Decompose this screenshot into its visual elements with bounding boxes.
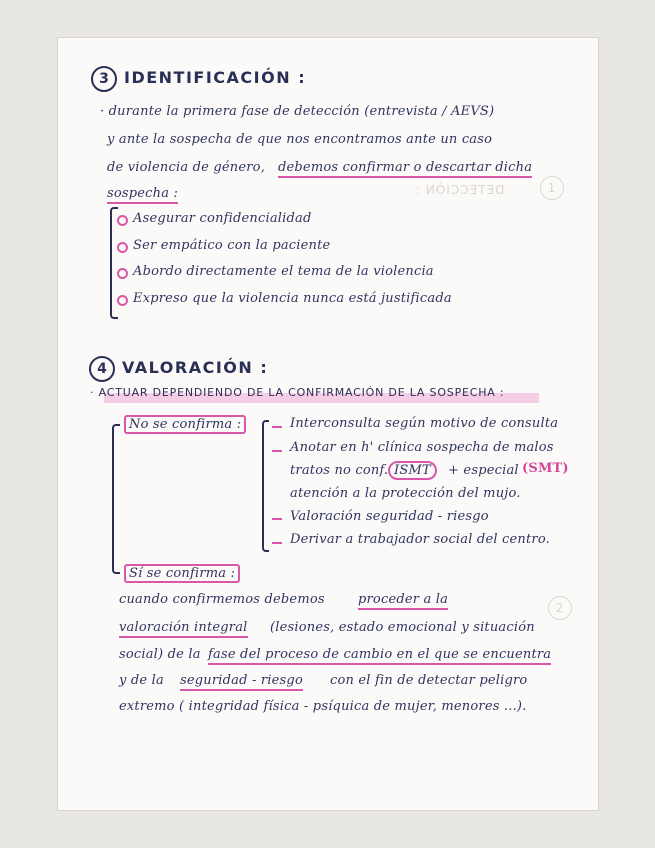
bullet-circle-icon <box>117 268 128 279</box>
dash-bullet-icon <box>272 426 282 428</box>
list-item: Valoración seguridad - riesgo <box>290 509 489 524</box>
bullet-circle-icon <box>117 242 128 253</box>
list-item: tratos no conf. <box>290 463 389 478</box>
paragraph-line: (lesiones, estado emocional y situación <box>270 620 535 635</box>
list-item: Anotar en h' clínica sospecha de malos <box>290 440 554 455</box>
dash-bullet-icon <box>272 450 282 452</box>
highlighted-phrase: proceder a la <box>358 592 448 610</box>
list-item: Abordo directamente el tema de la violencia <box>133 264 434 279</box>
section-number-badge: 4 <box>89 356 115 382</box>
section-title: VALORACIÓN : <box>122 358 269 377</box>
list-item: Interconsulta según motivo de consulta <box>290 416 559 431</box>
bleed-through-circle: 1 <box>540 176 564 200</box>
list-item: Asegurar confidencialidad <box>133 211 312 226</box>
list-item: + especial <box>448 463 519 478</box>
branch-label-confirmed: Sí se confirma : <box>124 564 240 583</box>
paragraph-line: social) de la <box>119 647 201 662</box>
highlighted-phrase: fase del proceso de cambio en el que se encuentra <box>208 647 551 665</box>
bullet-circle-icon <box>117 215 128 226</box>
bullet-circle-icon <box>117 295 128 306</box>
paragraph-line: de violencia de género, <box>107 160 266 175</box>
paragraph-line: con el fin de detectar peligro <box>330 673 528 688</box>
dash-bullet-icon <box>272 542 282 544</box>
section-title: IDENTIFICACIÓN : <box>124 68 307 87</box>
paragraph-line: y de la <box>119 673 164 688</box>
sublist-bracket <box>262 420 269 552</box>
paragraph-line: y ante la sospecha de que nos encontramos ante un caso <box>107 132 493 147</box>
highlighted-phrase: seguridad - riesgo <box>180 673 303 691</box>
branch-label-not-confirmed: No se confirma : <box>124 415 246 434</box>
list-item: Derivar a trabajador social del centro. <box>290 532 550 547</box>
bleed-through-heading: DETECCIÓN : <box>415 183 505 197</box>
highlighted-phrase: valoración integral <box>119 620 248 638</box>
section-number-badge: 3 <box>91 66 117 92</box>
bleed-through-circle: 2 <box>548 596 572 620</box>
dash-bullet-icon <box>272 518 282 520</box>
emphasized-term: (SMT) <box>522 461 569 476</box>
list-item: Expreso que la violencia nunca está justificada <box>133 291 452 306</box>
paragraph-line: extremo ( integridad física - psíquica de mujer, menores ...). <box>119 699 527 714</box>
paragraph-line: · durante la primera fase de detección (entrevista / AEVS) <box>100 104 495 119</box>
list-item: atención a la protección del mujo. <box>290 486 521 501</box>
section-subtitle: · ACTUAR DEPENDIENDO DE LA CONFIRMACIÓN DE LA SOSPECHA : <box>90 386 505 399</box>
list-item: Ser empático con la paciente <box>133 238 331 253</box>
highlighted-phrase: debemos confirmar o descartar dicha <box>278 160 532 178</box>
paragraph-line: cuando confirmemos debemos <box>119 592 325 607</box>
branch-bracket <box>112 424 120 574</box>
circled-term: ISMT <box>388 461 437 480</box>
highlighted-phrase: sospecha : <box>107 186 178 204</box>
